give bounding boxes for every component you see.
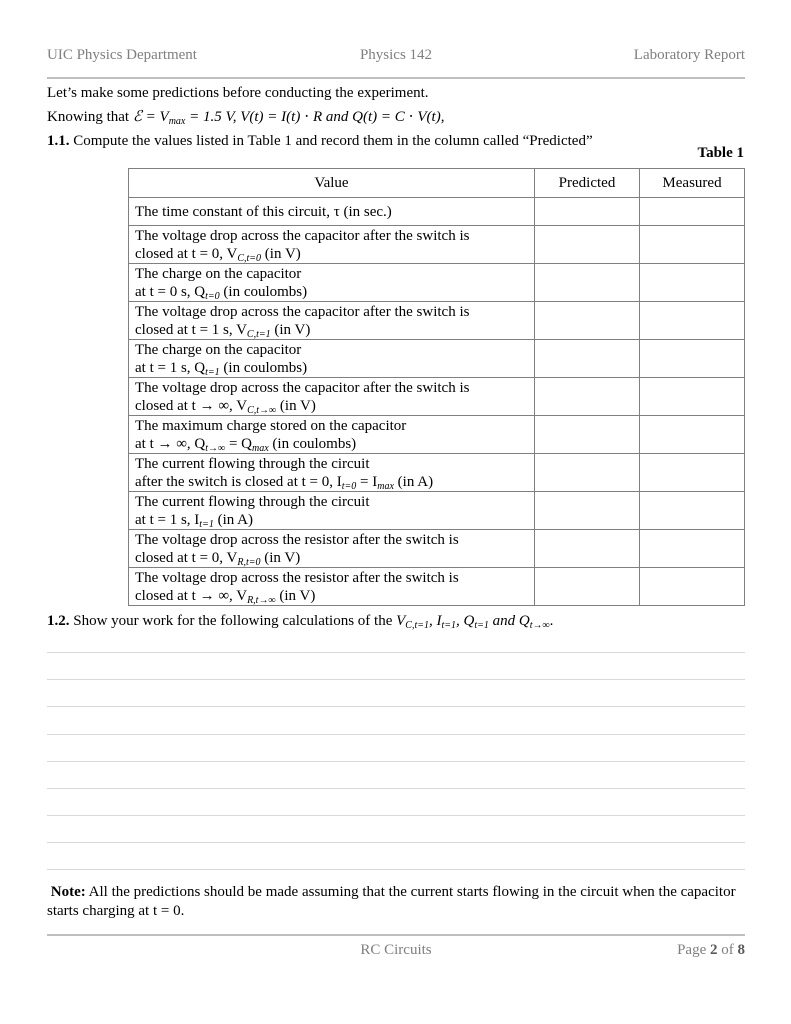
writing-line[interactable] — [47, 761, 745, 762]
measured-cell[interactable] — [640, 378, 745, 416]
writing-line[interactable] — [47, 679, 745, 680]
table-row — [129, 302, 745, 340]
note-paragraph — [47, 883, 745, 921]
measured-cell[interactable] — [640, 530, 745, 568]
writing-line[interactable] — [47, 815, 745, 816]
header-course: Physics 142 — [359, 47, 433, 63]
table-row — [129, 454, 745, 492]
footer-rule — [47, 934, 745, 936]
table-header-row — [129, 169, 745, 198]
measured-cell[interactable] — [640, 340, 745, 378]
value-cell: The voltage drop across the capacitor after the switch is closed at t = 0, $V_{C,t=0}$ (in V) — [129, 226, 535, 264]
footer-title: RC Circuits — [360, 942, 432, 958]
value-cell: The time constant of this circuit, τ (in sec.) — [129, 198, 535, 226]
value-cell: The maximum charge stored on the capacitor at t → ∞, $Q_{t\to\infty} = Q_{max}$ (in coulombs) — [129, 416, 535, 454]
predictions-table — [128, 168, 745, 606]
predicted-cell[interactable] — [535, 378, 640, 416]
intro-line-1: Let’s make some predictions before conducting the experiment. — [47, 85, 429, 101]
table-row — [129, 492, 745, 530]
measured-cell[interactable] — [640, 264, 745, 302]
page-number: Page 2 of 8 — [677, 942, 745, 958]
col-header-value: Value — [129, 169, 535, 198]
measured-cell[interactable] — [640, 568, 745, 606]
value-cell: The voltage drop across the capacitor after the switch is closed at t = 1 s, $V_{C,t=1}$ (in V) — [129, 302, 535, 340]
table-row — [129, 568, 745, 606]
intro-line-2: Knowing that ℰ = $V_{max} = 1.5$ V, V(t) = I(t) ⋅ R and Q(t) = C ⋅ V(t), — [47, 109, 445, 127]
measured-cell[interactable] — [640, 198, 745, 226]
measured-cell[interactable] — [640, 302, 745, 340]
value-cell: The voltage drop across the resistor after the switch is closed at t = 0, $V_{R,t=0}$ (in V) — [129, 530, 535, 568]
predicted-cell[interactable] — [535, 568, 640, 606]
predicted-cell[interactable] — [535, 454, 640, 492]
table-row — [129, 530, 745, 568]
measured-cell[interactable] — [640, 416, 745, 454]
table-row — [129, 340, 745, 378]
writing-line[interactable] — [47, 652, 745, 653]
question-1-1: 1.1. Compute the values listed in Table 1 and record them in the column called “Predicted” — [47, 133, 593, 149]
header-report-type: Laboratory Report — [633, 47, 745, 63]
value-cell: The current flowing through the circuit at t = 1 s, $I_{t=1}$ (in A) — [129, 492, 535, 530]
predicted-cell[interactable] — [535, 492, 640, 530]
header-department: UIC Physics Department — [47, 47, 197, 63]
question-1-2: 1.2. Show your work for the following calculations of the $V_{C,t=1}$, $I_{t=1}$, $Q_{t=1}$ and $Q_{t\to\infty}$. — [47, 613, 554, 631]
predicted-cell[interactable] — [535, 340, 640, 378]
predicted-cell[interactable] — [535, 264, 640, 302]
writing-line[interactable] — [47, 788, 745, 789]
table-row — [129, 264, 745, 302]
col-header-measured: Measured — [640, 169, 745, 198]
writing-line[interactable] — [47, 706, 745, 707]
writing-line[interactable] — [47, 842, 745, 843]
note-text: All the predictions should be made assuming that the current starts flowing in the circuit when the capacitor starts charging at t = 0. — [47, 884, 736, 919]
note-label: Note: — [50, 884, 86, 900]
table-row — [129, 416, 745, 454]
header-rule — [47, 77, 745, 79]
table-row — [129, 378, 745, 416]
table-caption: Table 1 — [697, 145, 744, 161]
table-row — [129, 198, 745, 226]
col-header-predicted: Predicted — [535, 169, 640, 198]
predicted-cell[interactable] — [535, 416, 640, 454]
page-header — [47, 47, 745, 67]
measured-cell[interactable] — [640, 454, 745, 492]
measured-cell[interactable] — [640, 492, 745, 530]
value-cell: The voltage drop across the capacitor after the switch is closed at t → ∞, $V_{C,t\to\infty}$ (in V) — [129, 378, 535, 416]
predicted-cell[interactable] — [535, 198, 640, 226]
writing-line[interactable] — [47, 734, 745, 735]
writing-line[interactable] — [47, 869, 745, 870]
value-cell: The charge on the capacitor at t = 1 s, $Q_{t=1}$ (in coulombs) — [129, 340, 535, 378]
value-cell: The current flowing through the circuit after the switch is closed at t = 0, $I_{t=0} = I_{max}$ (in A) — [129, 454, 535, 492]
predicted-cell[interactable] — [535, 302, 640, 340]
predicted-cell[interactable] — [535, 226, 640, 264]
measured-cell[interactable] — [640, 226, 745, 264]
table-row — [129, 226, 745, 264]
predicted-cell[interactable] — [535, 530, 640, 568]
value-cell: The charge on the capacitor at t = 0 s, $Q_{t=0}$ (in coulombs) — [129, 264, 535, 302]
value-cell: The voltage drop across the resistor after the switch is closed at t → ∞, $V_{R,t\to\infty}$ (in V) — [129, 568, 535, 606]
